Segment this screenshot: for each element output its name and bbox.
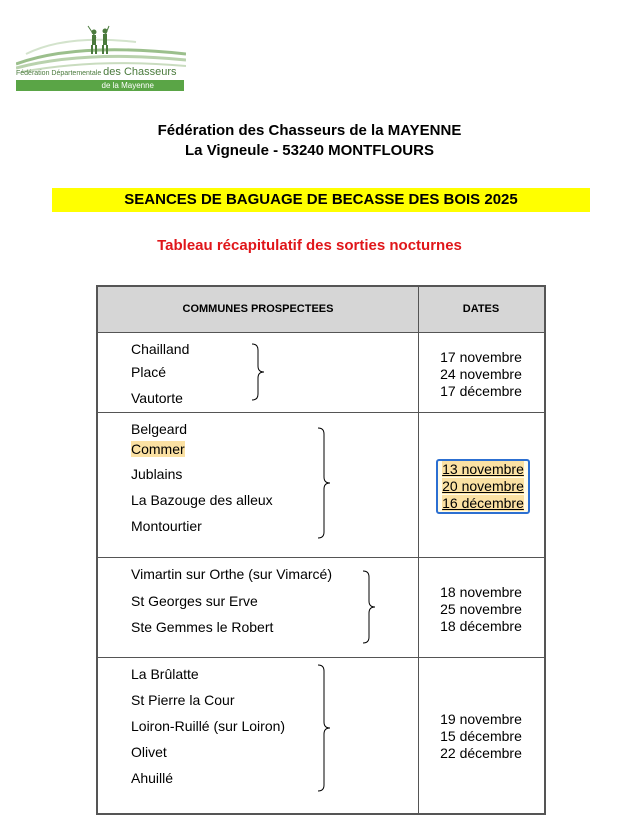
session-date: 24 novembre (440, 366, 522, 382)
session-dates (418, 584, 544, 635)
logo-line1-big: des Chasseurs (103, 66, 177, 78)
brace-icon (251, 343, 265, 401)
commune-name: Jublains (131, 466, 183, 482)
session-date: 22 décembre (440, 745, 522, 761)
org-header (0, 121, 619, 161)
session-date: 15 décembre (440, 728, 522, 744)
session-dates (418, 349, 544, 400)
table-row (98, 333, 544, 413)
session-date: 17 novembre (440, 349, 522, 365)
commune-name: Ahuillé (131, 770, 174, 786)
logo-line2: de la Mayenne (101, 81, 154, 90)
commune-name: Chailland (131, 341, 190, 357)
logo-bar (16, 80, 184, 91)
table-row (98, 658, 544, 813)
table-header (98, 287, 544, 333)
commune-name: Placé (131, 364, 167, 380)
sessions-table (96, 285, 546, 815)
brace-icon (317, 664, 331, 792)
subtitle: Tableau récapitulatif des sorties nocturnes (157, 237, 462, 254)
session-dates-selected[interactable] (436, 459, 530, 514)
logo-text (16, 66, 184, 78)
commune-name: St Pierre la Cour (131, 692, 235, 708)
brace-icon (317, 427, 331, 539)
commune-name: Ste Gemmes le Robert (131, 619, 274, 635)
org-address: La Vigneule - 53240 MONTFLOURS (185, 142, 434, 159)
commune-highlighted: Commer (131, 441, 185, 457)
table-row (98, 558, 544, 658)
session-date: 19 novembre (440, 711, 522, 727)
session-date: 13 novembre (442, 461, 524, 477)
col-header-dates: DATES (462, 303, 500, 315)
session-date: 20 novembre (442, 478, 524, 494)
commune-name: Montourtier (131, 518, 202, 534)
session-date: 16 décembre (442, 495, 524, 511)
commune-name: Vimartin sur Orthe (sur Vimarcé) (131, 566, 332, 582)
commune-name: Loiron-Ruillé (sur Loiron) (131, 718, 286, 734)
logo-line1-small: Fédération Départementale (16, 70, 102, 77)
session-dates (418, 711, 544, 762)
session-date: 25 novembre (440, 601, 522, 617)
table-row (98, 413, 544, 558)
col-header-communes: COMMUNES PROSPECTEES (182, 303, 334, 315)
title-banner: SEANCES DE BAGUAGE DE BECASSE DES BOIS 2025 (52, 188, 590, 212)
commune-name: La Brûlatte (131, 666, 199, 682)
commune-name: St Georges sur Erve (131, 593, 258, 609)
org-name: Fédération des Chasseurs de la MAYENNE (157, 122, 462, 139)
commune-name: Belgeard (131, 421, 188, 437)
commune-name: Olivet (131, 744, 167, 760)
commune-name: Vautorte (131, 390, 183, 406)
commune-name: La Bazouge des alleux (131, 492, 273, 508)
brace-icon (362, 570, 376, 644)
session-date: 18 décembre (440, 618, 522, 634)
session-date: 18 novembre (440, 584, 522, 600)
commune-name (131, 441, 185, 457)
session-date: 17 décembre (440, 383, 522, 399)
